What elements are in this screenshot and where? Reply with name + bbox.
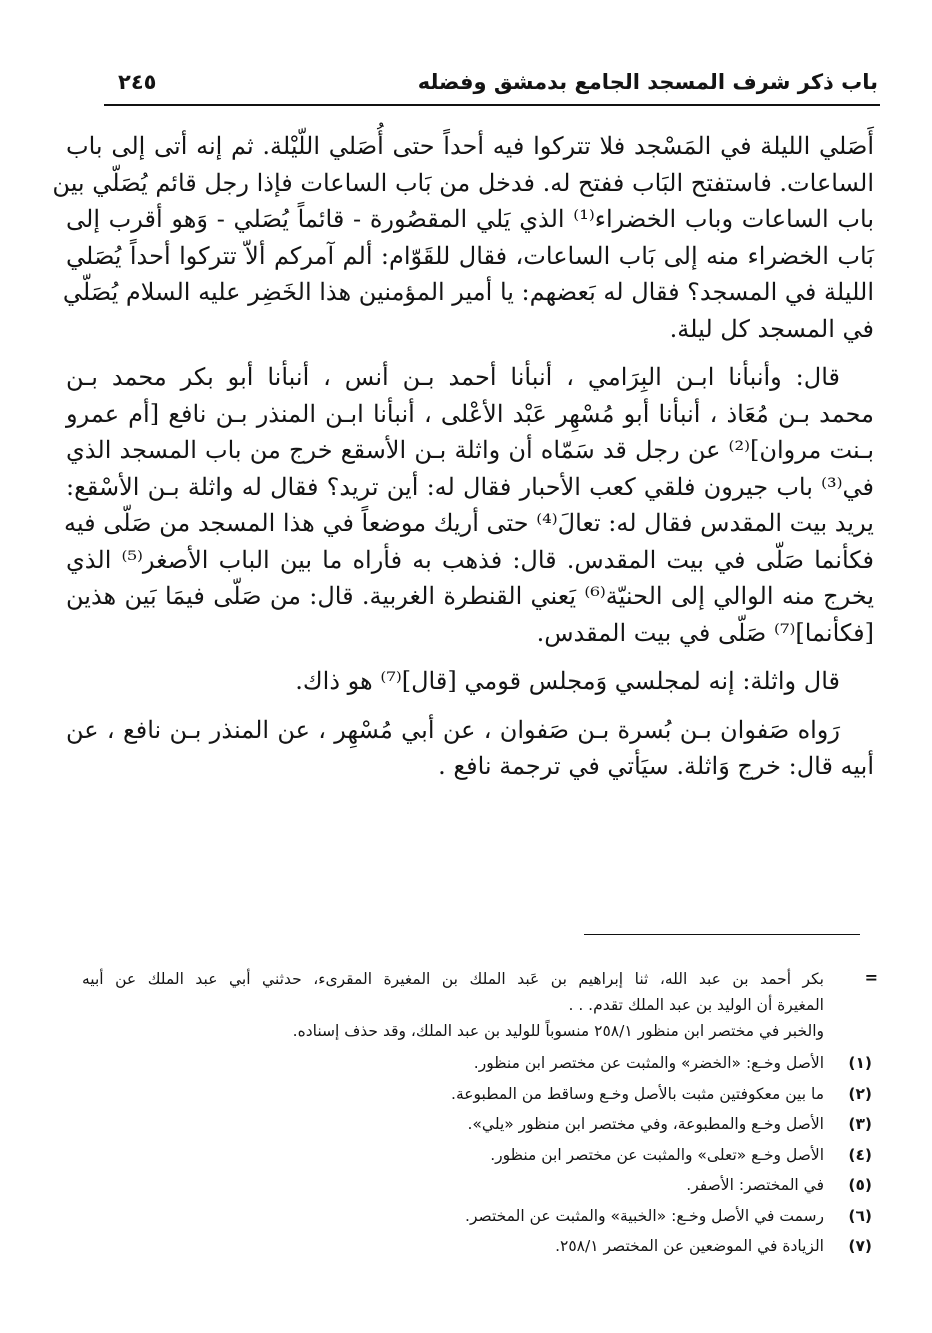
- footnote-text: الأصل وخـع «تعلى» والمثبت عن مختصر ابن منظور.: [490, 1145, 824, 1164]
- footnote-number: (١): [848, 1054, 872, 1073]
- footnote-item: [82, 1201, 872, 1232]
- footnote-number: (٣): [848, 1115, 872, 1134]
- footnote-item: [82, 1109, 872, 1140]
- continuation-marker: =: [864, 968, 878, 987]
- main-text: [52, 128, 875, 785]
- footnote-number: (٦): [848, 1206, 872, 1225]
- text-line: في المسجد كل ليلة.: [669, 314, 874, 343]
- text-line: [فكأنما]⁽⁷⁾ صَلّى في بيت المقدس.: [536, 618, 874, 647]
- footnote-item: [82, 1048, 872, 1079]
- text-line: أَصَلي الليلة في المَسْجد فلا تتركوا فيه أحداً حتى أُصَلي اللّيْلة. ثم إنه أتى إلى باب: [66, 132, 874, 160]
- footnote-line: المغيرة أن الوليد بن عبد الملك تقدم. . .: [568, 996, 824, 1014]
- footnote-text: الزيادة في الموضعين عن المختصر ٢٥٨/١.: [555, 1237, 824, 1256]
- text-line: محمد بـن مُعَاذ ، أنبأنا أبو مُسْهِر عَبْد الأعْلى ، أنبأنا ابـن المنذر بـن نافع [أم عمرو: [66, 399, 874, 428]
- paragraph-1: [52, 128, 875, 347]
- text-line: الساعات. فاستفتح البَاب ففتح له. فدخل من بَاب الساعات فإذا رجل قائم يُصَلّي بين: [52, 168, 874, 197]
- text-line: الليلة في المسجد؟ فقال له بَعضهم: يا أمير المؤمنين هذا الخَضِر عليه السلام يُصَلّي: [62, 278, 874, 306]
- footnote-item: [82, 1170, 872, 1201]
- footnote-text: الأصل وخـع: «الخضر» والمثبت عن مختصر ابن منظور.: [473, 1054, 824, 1073]
- paragraph-2: [63, 359, 875, 651]
- text-line: أبيه قال: خرج وَاثلة. سيَأتي في ترجمة نافع .: [438, 752, 874, 780]
- footnote-text: رسمت في الأصل وخـع: «الخبية» والمثبت عن المختصر.: [465, 1206, 824, 1225]
- text-line: يخرج منه الوالي إلى الحنيّة⁽⁶⁾ يَعني القنطرة الغربية. قال: من صَلّى فيمَا بَين هذين: [66, 582, 875, 610]
- footnotes: [82, 966, 878, 1262]
- text-line: قال: وأنبأنا ابـن البِرَامي ، أنبأنا أحمد بـن أنس ، أنبأنا أبو بكر محمد بـن: [66, 363, 840, 391]
- text-line: باب الساعات وباب الخضراء⁽¹⁾ الذي يَلي المقصُورة - قائماً يُصَلي - وَهو أقرب إلى: [66, 205, 875, 233]
- footnote-number: (٧): [848, 1237, 872, 1256]
- footnote-list: [82, 1048, 872, 1262]
- text-line: بـنت مروان]⁽²⁾ عن رجل قد سَمّاه أن واثلة بـن الأسقع خرج من باب المسجد الذي: [66, 436, 875, 464]
- footnote-text: في المختصر: الأصفر.: [686, 1176, 824, 1195]
- footnote-item: [82, 1231, 872, 1262]
- footnote-number: (٥): [848, 1176, 872, 1195]
- footnote-number: (٤): [848, 1145, 872, 1164]
- footnote-number: (٢): [848, 1084, 872, 1103]
- text-line: بَاب الخضراء منه إلى بَاب الساعات، فقال للقَوّام: ألم آمركم ألاّ تتركوا أحداً يُصَلي: [66, 241, 874, 270]
- footnote-text: ما بين معكوفتين مثبت بالأصل وخـع وساقط من المطبوعة.: [451, 1084, 824, 1103]
- header-rule: [104, 104, 880, 106]
- text-line: في⁽³⁾ باب جيرون فلقي كعب الأحبار فقال له: أين تريد؟ فقال له واثلة بـن الأسْقع:: [66, 472, 874, 501]
- footnote-continuation: [82, 966, 878, 1044]
- page-number: ٢٤٥: [118, 70, 157, 94]
- paragraph-3: [66, 663, 874, 700]
- paragraph-4: [66, 712, 874, 785]
- footnote-item: [82, 1079, 872, 1110]
- text-line: يريد بيت المقدس فقال له: تعالَ⁽⁴⁾ حتى أريك موضعاً في هذا المسجد من صَلّى فيه: [63, 509, 874, 537]
- footnote-text: الأصل وخـع والمطبوعة، وفي مختصر ابن منظور «يلي».: [467, 1115, 824, 1134]
- text-line: فكأنما صَلّى في بيت المقدس. قال: فذهب به فأراه ما بين الباب الأصغر⁽⁵⁾ الذي: [66, 545, 874, 574]
- text-line: رَواه صَفوان بـن بُسرة بـن صَفوان ، عن أبي مُسْهِر ، عن المنذر بـن نافع ، عن: [66, 715, 840, 744]
- footnote-line: بكر أحمد بن عبد الله، ثنا إبراهيم بن عَبد الملك بن المغيرة المقرىء، حدثني أبي عبد الملك عن أبيه: [82, 970, 824, 988]
- footnote-separator: [584, 934, 860, 935]
- footnote-line: والخبر في مختصر ابن منظور ٢٥٨/١ منسوباً للوليد بن عبد الملك، وقد حذف إسناده.: [292, 1022, 824, 1040]
- text-line: قال واثلة: إنه لمجلسي وَمجلس قومي [قال]⁽⁷⁾ هو ذاك.: [295, 667, 840, 695]
- running-header-title: باب ذكر شرف المسجد الجامع بدمشق وفضله: [417, 70, 878, 94]
- footnote-item: [82, 1140, 872, 1171]
